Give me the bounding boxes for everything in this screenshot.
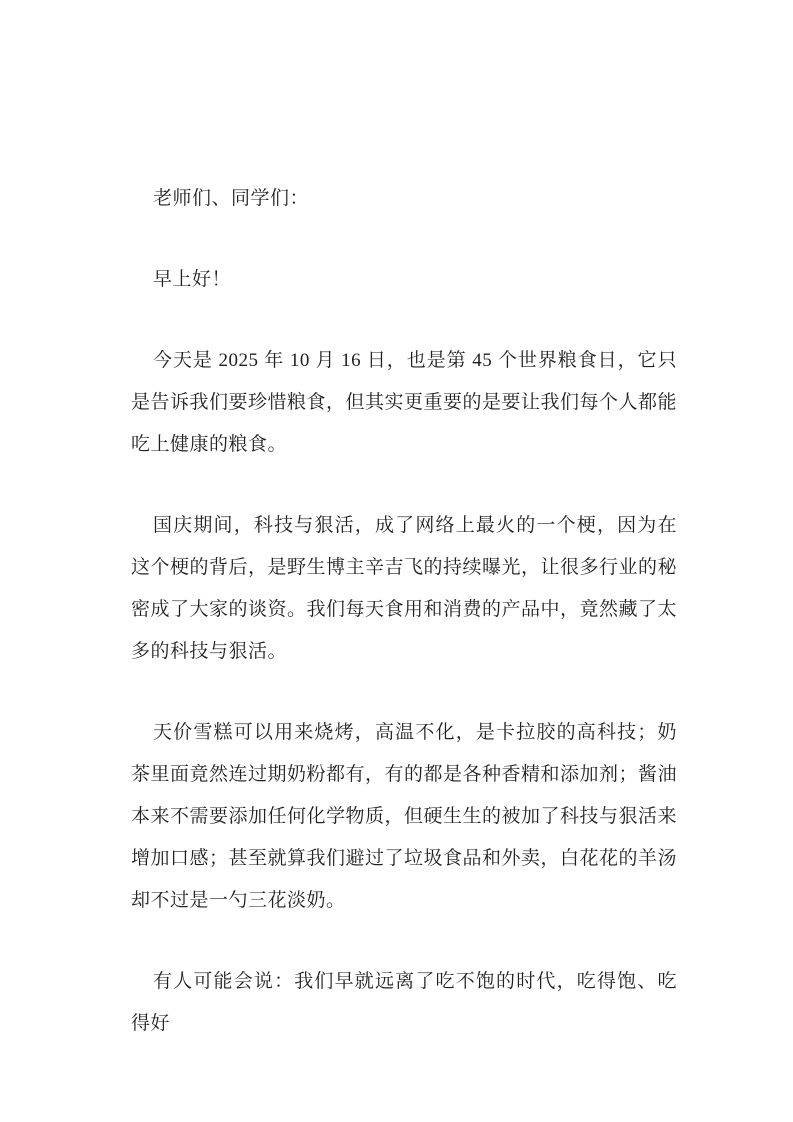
document-content [131,178,677,1045]
paragraph: 今天是 2025 年 10 月 16 日，也是第 45 个世界粮食日，它只是告诉我们要珍惜粮食，但其实更重要的是要让我们每个人都能吃上健康的粮食。 [131,350,678,455]
paragraph: 天价雪糕可以用来烧烤，高温不化，是卡拉胶的高科技；奶茶里面竟然连过期奶粉都有，有的都是各种香精和添加剂；酱油本来不需要添加任何化学物质，但硬生生的被加了科技与狠活来增加口感；甚至就算我们避过了垃圾食品和外卖，白花花的羊汤却不过是一勺三花淡奶。 [131,722,678,911]
paragraph: 国庆期间，科技与狠活，成了网络上最火的一个梗，因为在这个梗的背后，是野生博主辛吉飞的持续曝光，让很多行业的秘密成了大家的谈资。我们每天食用和消费的产品中，竟然藏了太多的科技与狠活。 [131,515,678,662]
paragraph: 早上好！ [153,269,232,290]
paragraph: 有人可能会说：我们早就远离了吃不饱的时代，吃得饱、吃得好 [131,971,677,1034]
paragraph: 老师们、同学们： [153,188,310,209]
